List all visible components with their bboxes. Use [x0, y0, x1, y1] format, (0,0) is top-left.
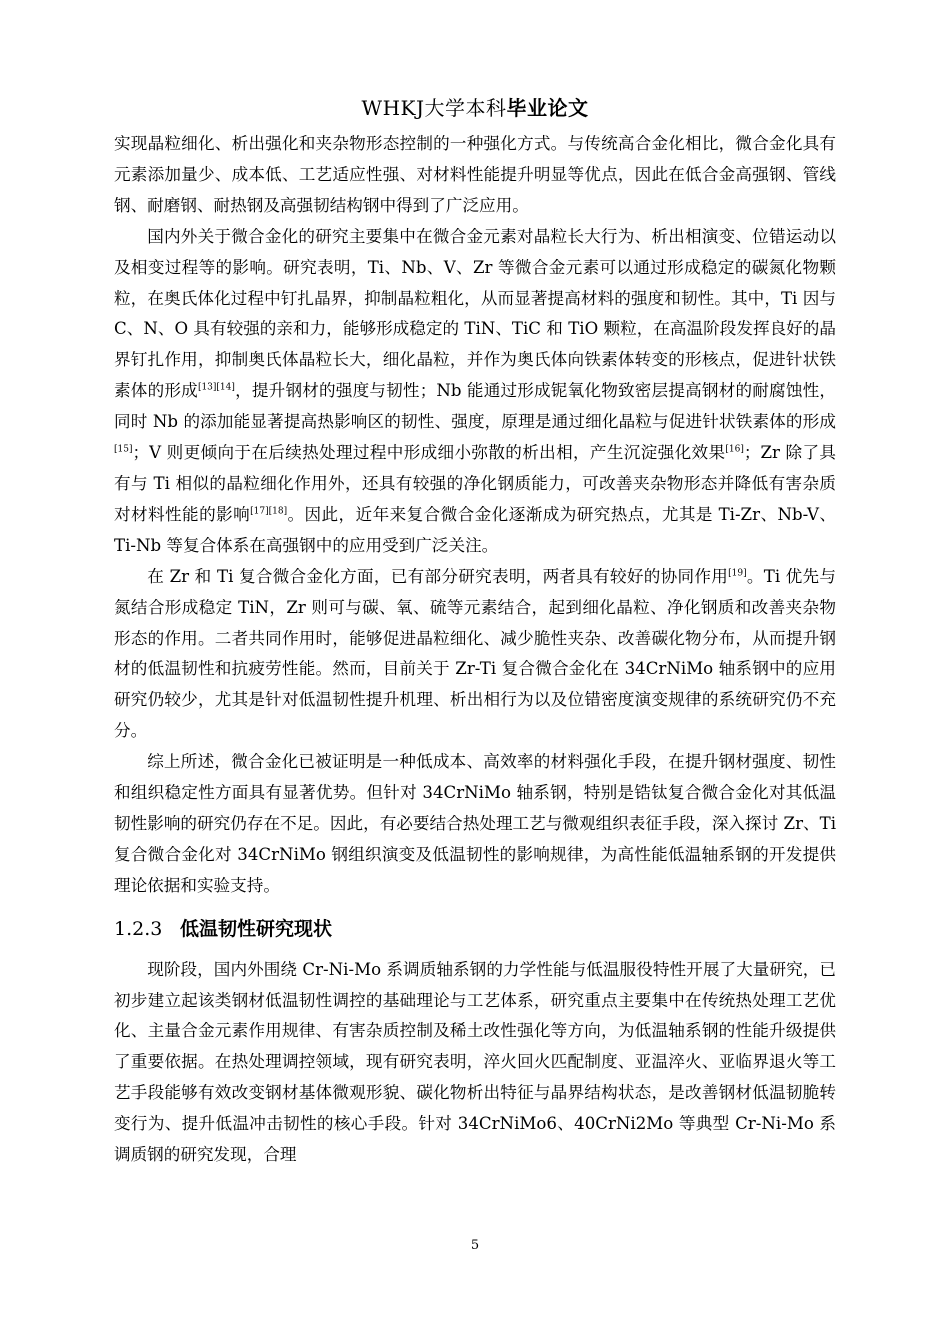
paragraph-1 [114, 129, 836, 222]
citation-13-14: [13][14] [197, 382, 235, 393]
paragraph-2-text-2: ，提升钢材的强度与韧性；Nb 能通过形成铌氧化物致密层提高钢材的耐腐蚀性，同时 Nb 的添加能显著提高热影响区的韧性、强度，原理是通过细化晶粒与促进针状铁素体的形成 [114, 381, 837, 432]
paragraph-2-text-5: 。因此，近年来复合微合金化逐渐成为研究热点，尤其是 Ti-Zr、Nb-V、Ti-Nb 等复合体系在高强钢中的应用受到广泛关注。 [114, 504, 836, 555]
section-title: 低温韧性研究现状 [180, 917, 333, 940]
citation-17-18: [17][18] [250, 506, 288, 517]
header-title-regular: WHKJ大学本科 [361, 96, 507, 120]
citation-15: [15] [114, 444, 133, 455]
paragraph-3 [114, 562, 836, 747]
paragraph-1-text: 实现晶粒细化、析出强化和夹杂物形态控制的一种强化方式。与传统高合金化相比，微合金化具有元素添加量少、成本低、工艺适应性强、对材料性能提升明显等优点，因此在低合金高强钢、管线钢、耐磨钢、耐热钢及高强韧结构钢中得到了广泛应用。 [114, 134, 836, 215]
section-number: 1.2.3 [114, 917, 163, 940]
paragraph-3-text-2: 。Ti 优先与氮结合形成稳定 TiN，Zr 则可与碳、氧、硫等元素结合，起到细化晶粒、净化钢质和改善夹杂物形态的作用。二者共同作用时，能够促进晶粒细化、减少脆性夹杂、改善碳化物分布，从而提升钢材的低温韧性和抗疲劳性能。然而，目前关于 Zr-Ti 复合微合金化在 34CrNiMo 轴系钢中的应用研究仍较少，尤其是针对低温韧性提升机理、析出相行为以及位错密度演变规律的系统研究仍不充分。 [114, 566, 837, 741]
paragraph-4 [114, 747, 836, 902]
paragraph-2-text-1: 国内外关于微合金化的研究主要集中在微合金元素对晶粒长大行为、析出相演变、位错运动以及相变过程等的影响。研究表明，Ti、Nb、V、Zr 等微合金元素可以通过形成稳定的碳氮化物颗粒，在奥氏体化过程中钉扎晶界，抑制晶粒粗化，从而显著提高材料的强度和韧性。其中，Ti 因与 C、N、O 具有较强的亲和力，能够形成稳定的 TiN、TiC 和 TiO 颗粒，在高温阶段发挥良好的晶界钉扎作用，抑制奥氏体晶粒长大，细化晶粒，并作为奥氏体向铁素体转变的形核点，促进针状铁素体的形成 [114, 226, 836, 401]
citation-19: [19] [728, 568, 747, 579]
section-heading [114, 905, 836, 953]
paragraph-2 [114, 222, 836, 562]
paragraph-2-text-4: ；Zr 除了具有与 Ti 相似的晶粒细化作用外，还具有较强的净化钢质能力，可改善夹杂物形态并降低有害杂质对材料性能的影响 [114, 443, 836, 524]
header-title-bold: 毕业论文 [506, 96, 589, 120]
body-text [114, 129, 836, 1171]
paragraph-3-text-1: 在 Zr 和 Ti 复合微合金化方面，已有部分研究表明，两者具有较好的协同作用 [147, 566, 729, 586]
paragraph-5 [114, 955, 836, 1171]
paragraph-2-text-3: ；V 则更倾向于在后续热处理过程中形成细小弥散的析出相，产生沉淀强化效果 [132, 443, 726, 463]
paragraph-4-text: 综上所述，微合金化已被证明是一种低成本、高效率的材料强化手段，在提升钢材强度、韧性和组织稳定性方面具有显著优势。但针对 34CrNiMo 轴系钢，特别是锆钛复合微合金化对其低温韧性影响的研究仍存在不足。因此，有必要结合热处理工艺与微观组织表征手段，深入探讨 Zr、Ti 复合微合金化对 34CrNiMo 钢组织演变及低温韧性的影响规律，为高性能低温轴系钢的开发提供理论依据和实验支持。 [114, 752, 836, 895]
citation-16: [16] [725, 444, 744, 455]
page-header [0, 94, 950, 122]
page-number: 5 [470, 1238, 480, 1253]
paragraph-5-text: 现阶段，国内外围绕 Cr-Ni-Mo 系调质轴系钢的力学性能与低温服役特性开展了大量研究，已初步建立起该类钢材低温韧性调控的基础理论与工艺体系，研究重点主要集中在传统热处理工艺优化、主量合金元素作用规律、有害杂质控制及稀土改性强化等方向，为低温轴系钢的性能升级提供了重要依据。在热处理调控领域，现有研究表明，淬火回火匹配制度、亚温淬火、亚临界退火等工艺手段能够有效改变钢材基体微观形貌、碳化物析出特征与晶界结构状态，是改善钢材低温韧脆转变行为、提升低温冲击韧性的核心手段。针对 34CrNiMo6、40CrNi2Mo 等典型 Cr-Ni-Mo 系调质钢的研究发现，合理 [114, 959, 836, 1165]
